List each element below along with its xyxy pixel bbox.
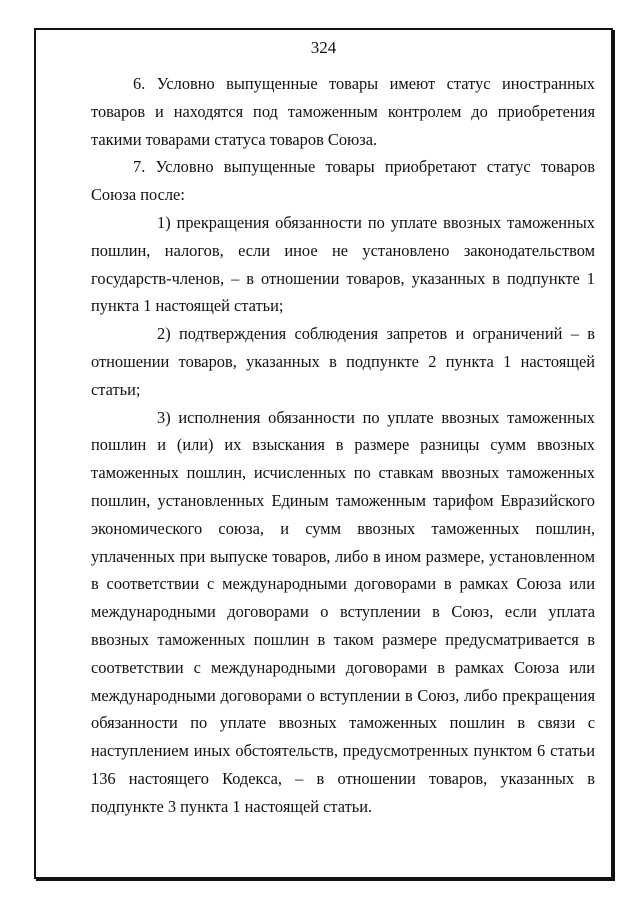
document-body — [91, 70, 595, 821]
paragraph-subitem-3: 3) исполнения обязанности по уплате ввозных таможенных пошлин и (или) их взыскания в размере разницы сумм ввозных таможенных пошлин, исчисленных по ставкам ввозных таможенных пошлин, установленных Единым таможенным тарифом Евразийского экономического союза, и сумм ввозных таможенных пошлин, уплаченных при выпуске товаров, либо в ином размере, установленном в соответствии с международными договорами в рамках Союза или международными договорами о вступлении в Союз, если уплата ввозных таможенных пошлин в таком размере предусматривается в соответствии с международными договорами в рамках Союза или международными договорами о вступлении в Союз, либо прекращения обязанности по уплате ввозных таможенных пошлин в связи с наступлением иных обстоятельств, предусмотренных пунктом 6 статьи 136 настоящего Кодекса, – в отношении товаров, указанных в подпункте 3 пункта 1 настоящей статьи. — [91, 407, 595, 816]
paragraph-item-6: 6. Условно выпущенные товары имеют статус иностранных товаров и находятся под таможенным контролем до приобретения такими товарами статуса товаров Союза. — [91, 74, 595, 149]
paragraph-item-7: 7. Условно выпущенные товары приобретают статус товаров Союза после: — [91, 157, 595, 205]
paragraph-subitem-2: 2) подтверждения соблюдения запретов и ограничений – в отношении товаров, указанных в подпункте 2 пункта 1 настоящей статьи; — [91, 324, 595, 399]
page-number: 324 — [310, 38, 337, 57]
page-frame — [34, 28, 613, 879]
paragraph-subitem-1: 1) прекращения обязанности по уплате ввозных таможенных пошлин, налогов, если иное не установлено законодательством государств-членов, – в отношении товаров, указанных в подпункте 1 пункта 1 настоящей статьи; — [91, 212, 595, 316]
